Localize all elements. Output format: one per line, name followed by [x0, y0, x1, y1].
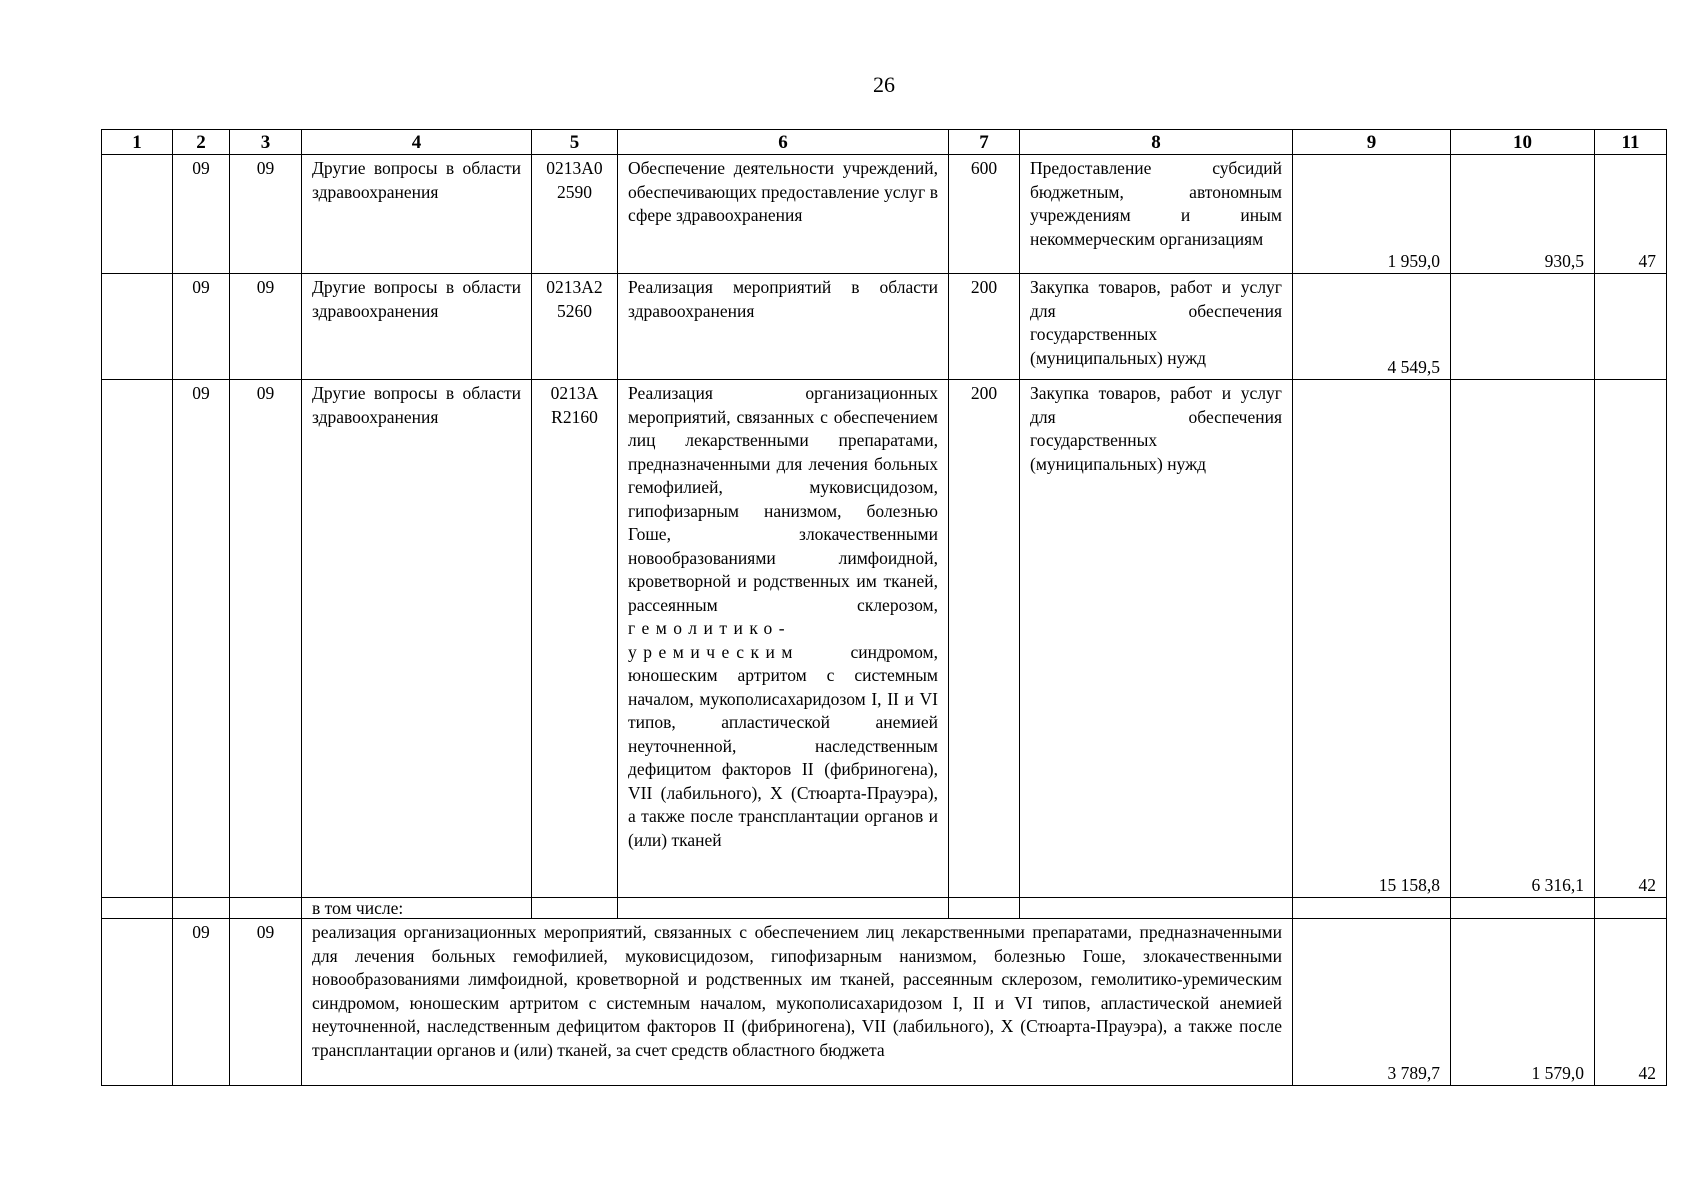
column-header: 2	[173, 130, 230, 155]
cell-subsection: 09	[230, 380, 302, 898]
column-header: 5	[532, 130, 618, 155]
cell-c1	[102, 919, 173, 1086]
column-header: 8	[1020, 130, 1293, 155]
cell-amount-plan: 1 959,0	[1293, 155, 1451, 274]
cell-percent: 42	[1595, 919, 1667, 1086]
table-header-row	[102, 130, 1667, 155]
cell-empty	[618, 898, 949, 919]
cell-subsection: 09	[230, 155, 302, 274]
cell-section: 09	[173, 155, 230, 274]
column-header: 6	[618, 130, 949, 155]
cell-empty	[230, 898, 302, 919]
cell-section: 09	[173, 919, 230, 1086]
cell-c1	[102, 274, 173, 380]
table-row	[102, 274, 1667, 380]
cell-c1	[102, 380, 173, 898]
cell-expense-name: Закупка товаров, работ и услуг для обеспечения государственных (муниципальных) нужд	[1020, 274, 1293, 380]
cell-percent: 47	[1595, 155, 1667, 274]
cell-amount-actual: 930,5	[1451, 155, 1595, 274]
cell-empty	[1451, 898, 1595, 919]
cell-amount-actual: 1 579,0	[1451, 919, 1595, 1086]
column-header: 1	[102, 130, 173, 155]
target-name-part: Реализация организационных мероприятий, связанных с обеспечением лиц лекарственными препаратами, предназначенными для лечения больных гемофилией, муковисцидозом, гипофизарным нанизмом, болезнью Гоше, злокачественными новообразованиями лимфоидной, кроветворной и родственных им тканей, рассеянным склерозом,	[628, 383, 938, 615]
cell-target-name	[618, 380, 949, 898]
column-header: 10	[1451, 130, 1595, 155]
column-header: 4	[302, 130, 532, 155]
cell-expense-type: 600	[949, 155, 1020, 274]
table-row	[102, 919, 1667, 1086]
cell-expense-type: 200	[949, 274, 1020, 380]
cell-target-code: 0213А2 5260	[532, 274, 618, 380]
cell-expense-name: Закупка товаров, работ и услуг для обеспечения государственных (муниципальных) нужд	[1020, 380, 1293, 898]
cell-empty	[102, 898, 173, 919]
cell-amount-plan: 3 789,7	[1293, 919, 1451, 1086]
cell-target-name: Реализация мероприятий в области здравоохранения	[618, 274, 949, 380]
cell-merged-description: реализация организационных мероприятий, связанных с обеспечением лиц лекарственными препаратами, предназначенными для лечения больных гемофилией, муковисцидозом, гипофизарным нанизмом, болезнью Гоше, злокачественными новообразованиями лимфоидной, кроветворной и родственных им тканей, рассеянным склерозом, гемолитико-уремическим синдромом, юношеским артритом с системным началом, мукополисахаридозом I, II и VI типов, апластической анемией неуточненной, наследственным дефицитом факторов II (фибриногена), VII (лабильного), X (Стюарта-Прауэра), а также после трансплантации органов и (или) тканей, за счет средств областного бюджета	[302, 919, 1293, 1086]
cell-target-code: 0213А R2160	[532, 380, 618, 898]
cell-section: 09	[173, 380, 230, 898]
cell-section-name: Другие вопросы в области здравоохранения	[302, 380, 532, 898]
cell-amount-actual: 6 316,1	[1451, 380, 1595, 898]
cell-expense-type: 200	[949, 380, 1020, 898]
cell-subsection: 09	[230, 274, 302, 380]
cell-empty	[1020, 898, 1293, 919]
cell-amount-plan: 15 158,8	[1293, 380, 1451, 898]
table-row-including	[102, 898, 1667, 919]
column-header: 7	[949, 130, 1020, 155]
cell-amount-actual	[1451, 274, 1595, 380]
cell-c1	[102, 155, 173, 274]
cell-subsection: 09	[230, 919, 302, 1086]
cell-target-code: 0213А0 2590	[532, 155, 618, 274]
table-row	[102, 380, 1667, 898]
cell-percent: 42	[1595, 380, 1667, 898]
budget-table	[101, 129, 1667, 1086]
cell-percent	[1595, 274, 1667, 380]
column-header: 11	[1595, 130, 1667, 155]
target-name-part-spaced: гемолитико-уремическим	[628, 618, 799, 662]
column-header: 9	[1293, 130, 1451, 155]
column-header: 3	[230, 130, 302, 155]
cell-target-name: Обеспечение деятельности учреждений, обеспечивающих предоставление услуг в сфере здравоохранения	[618, 155, 949, 274]
cell-including-label: в том числе:	[302, 898, 532, 919]
page-number: 26	[873, 72, 895, 97]
cell-empty	[1595, 898, 1667, 919]
cell-empty	[1293, 898, 1451, 919]
cell-expense-name: Предоставление субсидий бюджетным, автономным учреждениям и иным некоммерческим организациям	[1020, 155, 1293, 274]
cell-section: 09	[173, 274, 230, 380]
cell-empty	[532, 898, 618, 919]
cell-section-name: Другие вопросы в области здравоохранения	[302, 155, 532, 274]
table-row	[102, 155, 1667, 274]
cell-empty	[949, 898, 1020, 919]
cell-empty	[173, 898, 230, 919]
target-name-part: синдромом, юношеским артритом с системным началом, мукополисахаридозом I, II и VI типов, апластической анемией неуточненной, наследственным дефицитом факторов II (фибриногена), VII (лабильного), X (Стюарта-Прауэра), а также после трансплантации органов и (или) тканей	[628, 641, 938, 850]
cell-amount-plan: 4 549,5	[1293, 274, 1451, 380]
cell-section-name: Другие вопросы в области здравоохранения	[302, 274, 532, 380]
